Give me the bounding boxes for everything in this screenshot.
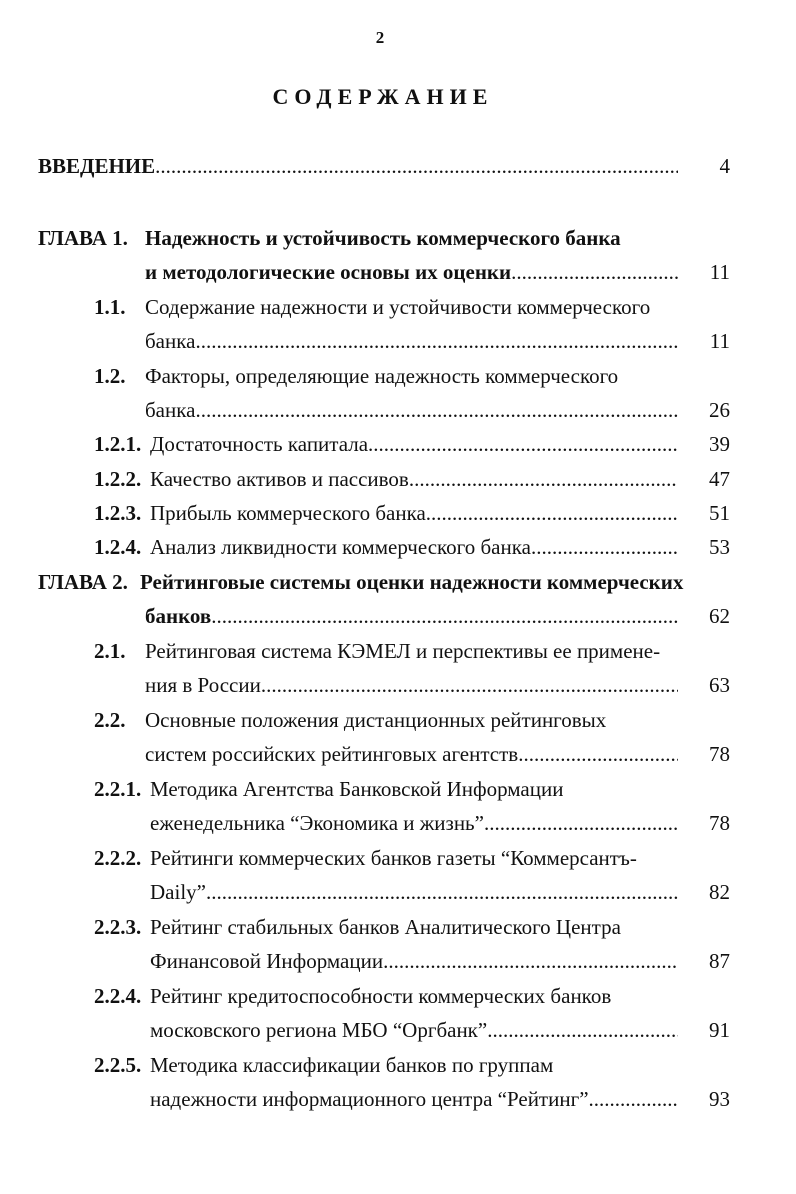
section-number: 2.1.	[94, 639, 126, 663]
toc-entry-2-2-3-cont[interactable]	[0, 945, 796, 977]
page-ref: 82	[709, 880, 730, 904]
section-number: 1.2.4.	[94, 535, 142, 559]
section-number: 1.2.1.	[94, 432, 142, 456]
leader-dots	[409, 463, 678, 495]
page-ref: 39	[709, 432, 730, 456]
chapter-title-cont: и методологические основы их оценки	[145, 260, 512, 284]
leader-dots	[589, 1083, 678, 1115]
leader-dots	[518, 738, 678, 770]
section-title: Рейтинговая система КЭМЕЛ и перспективы ее примене-	[145, 639, 661, 663]
leader-dots	[531, 531, 678, 563]
toc-entry-2-2-4-cont[interactable]	[0, 1014, 796, 1046]
section-title: Рейтинг кредитоспособности коммерческих банков	[150, 984, 612, 1008]
leader-dots	[261, 669, 678, 701]
section-title-cont: систем российских рейтинговых агентств	[145, 742, 519, 766]
section-title: Основные положения дистанционных рейтинговых	[145, 708, 607, 732]
section-title-cont: еженедельника “Экономика и жизнь”	[150, 811, 484, 835]
section-title: Факторы, определяющие надежность коммерческого	[145, 364, 619, 388]
section-number: 1.2.2.	[94, 467, 142, 491]
section-title-cont: Daily”	[150, 880, 206, 904]
toc-entry-2-2-5-cont[interactable]	[0, 1083, 796, 1115]
chapter-title: Надежность и устойчивость коммерческого банка	[145, 226, 621, 250]
section-title-cont: Финансовой Информации	[150, 949, 384, 973]
toc-entry-intro[interactable]	[0, 150, 796, 182]
page-ref: 91	[709, 1018, 730, 1042]
page-ref: 78	[709, 742, 730, 766]
section-title-cont: ния в России	[145, 673, 261, 697]
page-ref: 62	[709, 604, 730, 628]
toc-entry-1-1[interactable]	[0, 291, 796, 323]
section-title-cont: банка	[145, 329, 196, 353]
section-title: Методика Агентства Банковской Информации	[150, 777, 564, 801]
page-ref: 53	[709, 535, 730, 559]
page-ref: 11	[709, 329, 730, 353]
leader-dots	[206, 876, 678, 908]
chapter-label: ГЛАВА 1.	[38, 226, 128, 250]
leader-dots	[487, 1014, 678, 1046]
leader-dots	[383, 945, 678, 977]
section-title: Качество активов и пассивов	[150, 467, 409, 491]
chapter-title-cont: банков	[145, 604, 212, 628]
section-number: 2.2.4.	[94, 984, 142, 1008]
leader-dots	[195, 325, 678, 357]
section-title-cont: надежности информационного центра “Рейтинг”	[150, 1087, 589, 1111]
section-number: 2.2.2.	[94, 846, 142, 870]
leader-dots	[368, 428, 678, 460]
toc-entry-2-2-1-cont[interactable]	[0, 807, 796, 839]
chapter-title: Рейтинговые системы оценки надежности коммерческих	[140, 570, 684, 594]
page-number: 2	[375, 28, 385, 47]
toc-entry-2-2-1[interactable]	[0, 773, 796, 805]
toc-entry-2-2-4[interactable]	[0, 980, 796, 1012]
toc-entry-2-2-3[interactable]	[0, 911, 796, 943]
toc-entry-2-2-cont[interactable]	[0, 738, 796, 770]
toc-title: СОДЕРЖАНИЕ	[272, 84, 494, 109]
toc-entry-chapter-2-cont[interactable]	[0, 600, 796, 632]
toc-entry-2-1[interactable]	[0, 635, 796, 667]
toc-entry-2-2-2-cont[interactable]	[0, 876, 796, 908]
toc-entry-chapter-1-cont[interactable]	[0, 256, 796, 288]
toc-entry-1-2-cont[interactable]	[0, 394, 796, 426]
toc-entry-2-2-2[interactable]	[0, 842, 796, 874]
section-number: 1.2.	[94, 364, 126, 388]
toc-entry-chapter-1[interactable]	[0, 222, 796, 254]
toc-entry-1-2-3[interactable]	[0, 497, 796, 529]
section-number: 2.2.	[94, 708, 126, 732]
toc-entry-1-1-cont[interactable]	[0, 325, 796, 357]
section-title: Методика классификации банков по группам	[150, 1053, 554, 1077]
leader-dots	[426, 497, 678, 529]
section-title: Достаточность капитала	[150, 432, 369, 456]
section-number: 1.2.3.	[94, 501, 142, 525]
leader-dots	[195, 394, 678, 426]
page-ref: 4	[719, 154, 730, 178]
page-ref: 26	[709, 398, 730, 422]
toc-entry-1-2[interactable]	[0, 360, 796, 392]
page-ref: 93	[709, 1087, 730, 1111]
toc-entry-2-2-5[interactable]	[0, 1049, 796, 1081]
section-number: 2.2.1.	[94, 777, 142, 801]
section-number: 1.1.	[94, 295, 126, 319]
leader-dots	[155, 150, 678, 182]
chapter-label: ГЛАВА 2.	[38, 570, 128, 594]
toc-entry-1-2-1[interactable]	[0, 428, 796, 460]
toc-entry-chapter-2[interactable]	[0, 566, 796, 598]
section-title: Рейтинги коммерческих банков газеты “Коммерсантъ-	[150, 846, 637, 870]
section-title: Рейтинг стабильных банков Аналитического Центра	[150, 915, 621, 939]
section-title-cont: московского региона МБО “Оргбанк”	[150, 1018, 488, 1042]
leader-dots	[511, 256, 678, 288]
page-ref: 11	[709, 260, 730, 284]
section-number: 2.2.3.	[94, 915, 142, 939]
section-title: Содержание надежности и устойчивости коммерческого	[145, 295, 651, 319]
intro-label: ВВЕДЕНИЕ	[38, 154, 156, 178]
page-ref: 63	[709, 673, 730, 697]
section-title-cont: банка	[145, 398, 196, 422]
leader-dots	[484, 807, 678, 839]
page-ref: 87	[709, 949, 730, 973]
toc-entry-1-2-2[interactable]	[0, 463, 796, 495]
toc-entry-2-2[interactable]	[0, 704, 796, 736]
section-number: 2.2.5.	[94, 1053, 142, 1077]
toc-entry-1-2-4[interactable]	[0, 531, 796, 563]
page-ref: 47	[709, 467, 730, 491]
leader-dots	[211, 600, 678, 632]
section-title: Анализ ликвидности коммерческого банка	[150, 535, 531, 559]
page-ref: 78	[709, 811, 730, 835]
section-title: Прибыль коммерческого банка	[150, 501, 426, 525]
page-ref: 51	[709, 501, 730, 525]
toc-entry-2-1-cont[interactable]	[0, 669, 796, 701]
